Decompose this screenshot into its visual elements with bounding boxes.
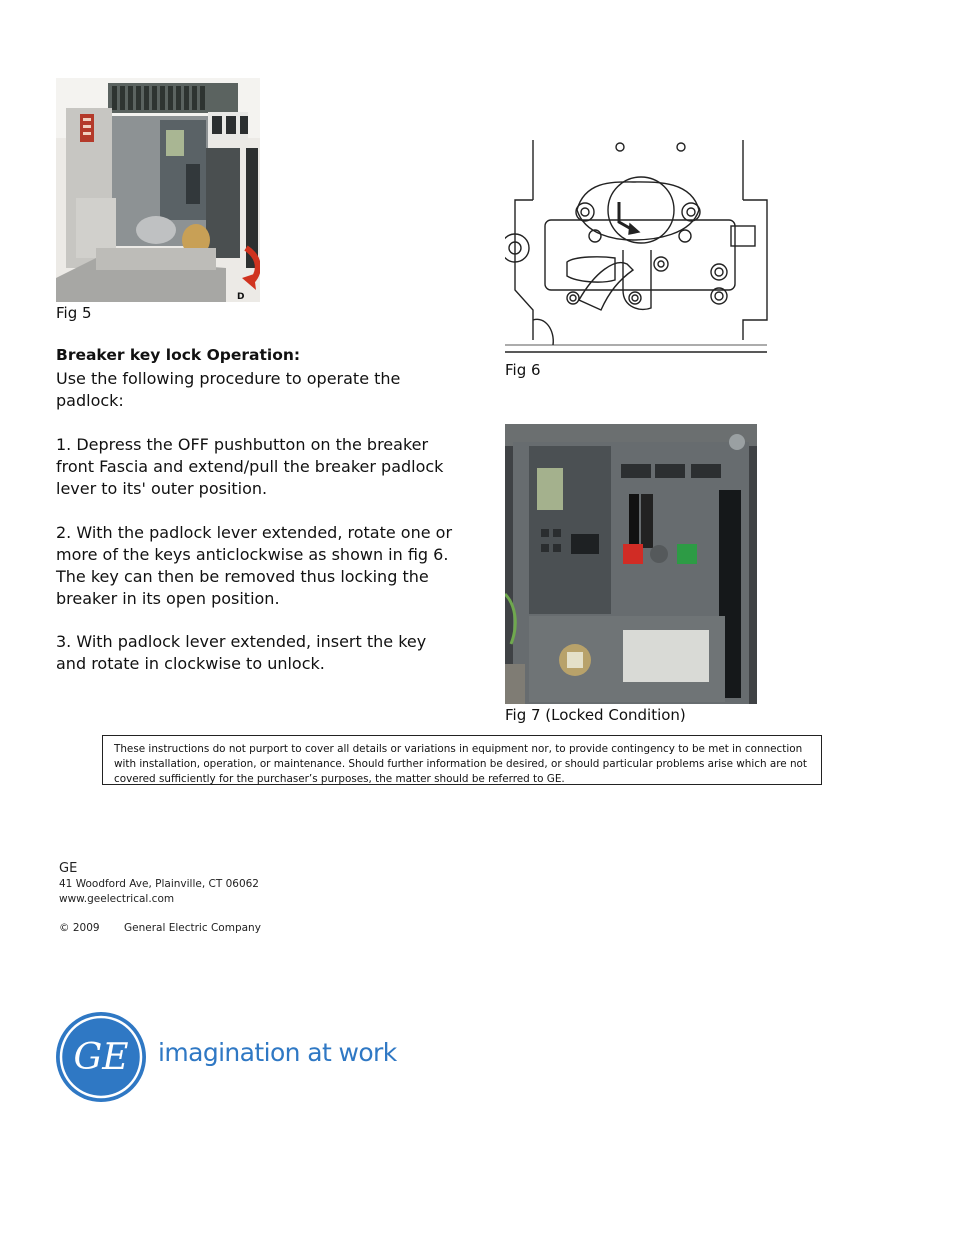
step-3: 3. With padlock lever extended, insert the key and rotate in clockwise to unlock. xyxy=(56,632,427,673)
fig6-image xyxy=(505,140,769,356)
ge-monogram: GE xyxy=(73,1037,129,1078)
footer-website[interactable]: www.geelectrical.com xyxy=(59,893,175,905)
fig7-caption: Fig 7 (Locked Condition) xyxy=(505,706,686,724)
fig5-marker: D xyxy=(237,292,245,302)
footer-copyright-year: © 2009 xyxy=(59,922,100,934)
disclaimer-box: These instructions do not purport to cover all details or variations in equipment nor, to provide contingency to be met in connection with installation, operation, or maintenance. Should further information be desired, or should particular problems arise which are not covered sufficiently for the purchaser’s purposes, the matter should be referred to GE. xyxy=(102,735,822,785)
fig7-image xyxy=(505,424,757,704)
fig5-caption: Fig 5 xyxy=(56,304,92,322)
logo-tagline: imagination at work xyxy=(158,1038,397,1067)
section-heading: Breaker key lock Operation: xyxy=(56,346,301,364)
step-1: 1. Depress the OFF pushbutton on the breaker front Fascia and extend/pull the breaker padlock lever to its' outer position. xyxy=(56,435,444,498)
fig6-caption: Fig 6 xyxy=(505,361,541,379)
ge-logo xyxy=(55,1011,147,1103)
fig5-image xyxy=(56,78,260,302)
section-intro: Use the following procedure to operate the padlock: xyxy=(56,369,401,410)
footer-company-short: GE xyxy=(59,861,78,876)
step-2: 2. With the padlock lever extended, rotate one or more of the keys anticlockwise as shown in fig 6. The key can then be removed thus locking the breaker in its open position. xyxy=(56,523,453,608)
footer-company-full: General Electric Company xyxy=(124,922,261,934)
footer-address: 41 Woodford Ave, Plainville, CT 06062 xyxy=(59,878,259,890)
